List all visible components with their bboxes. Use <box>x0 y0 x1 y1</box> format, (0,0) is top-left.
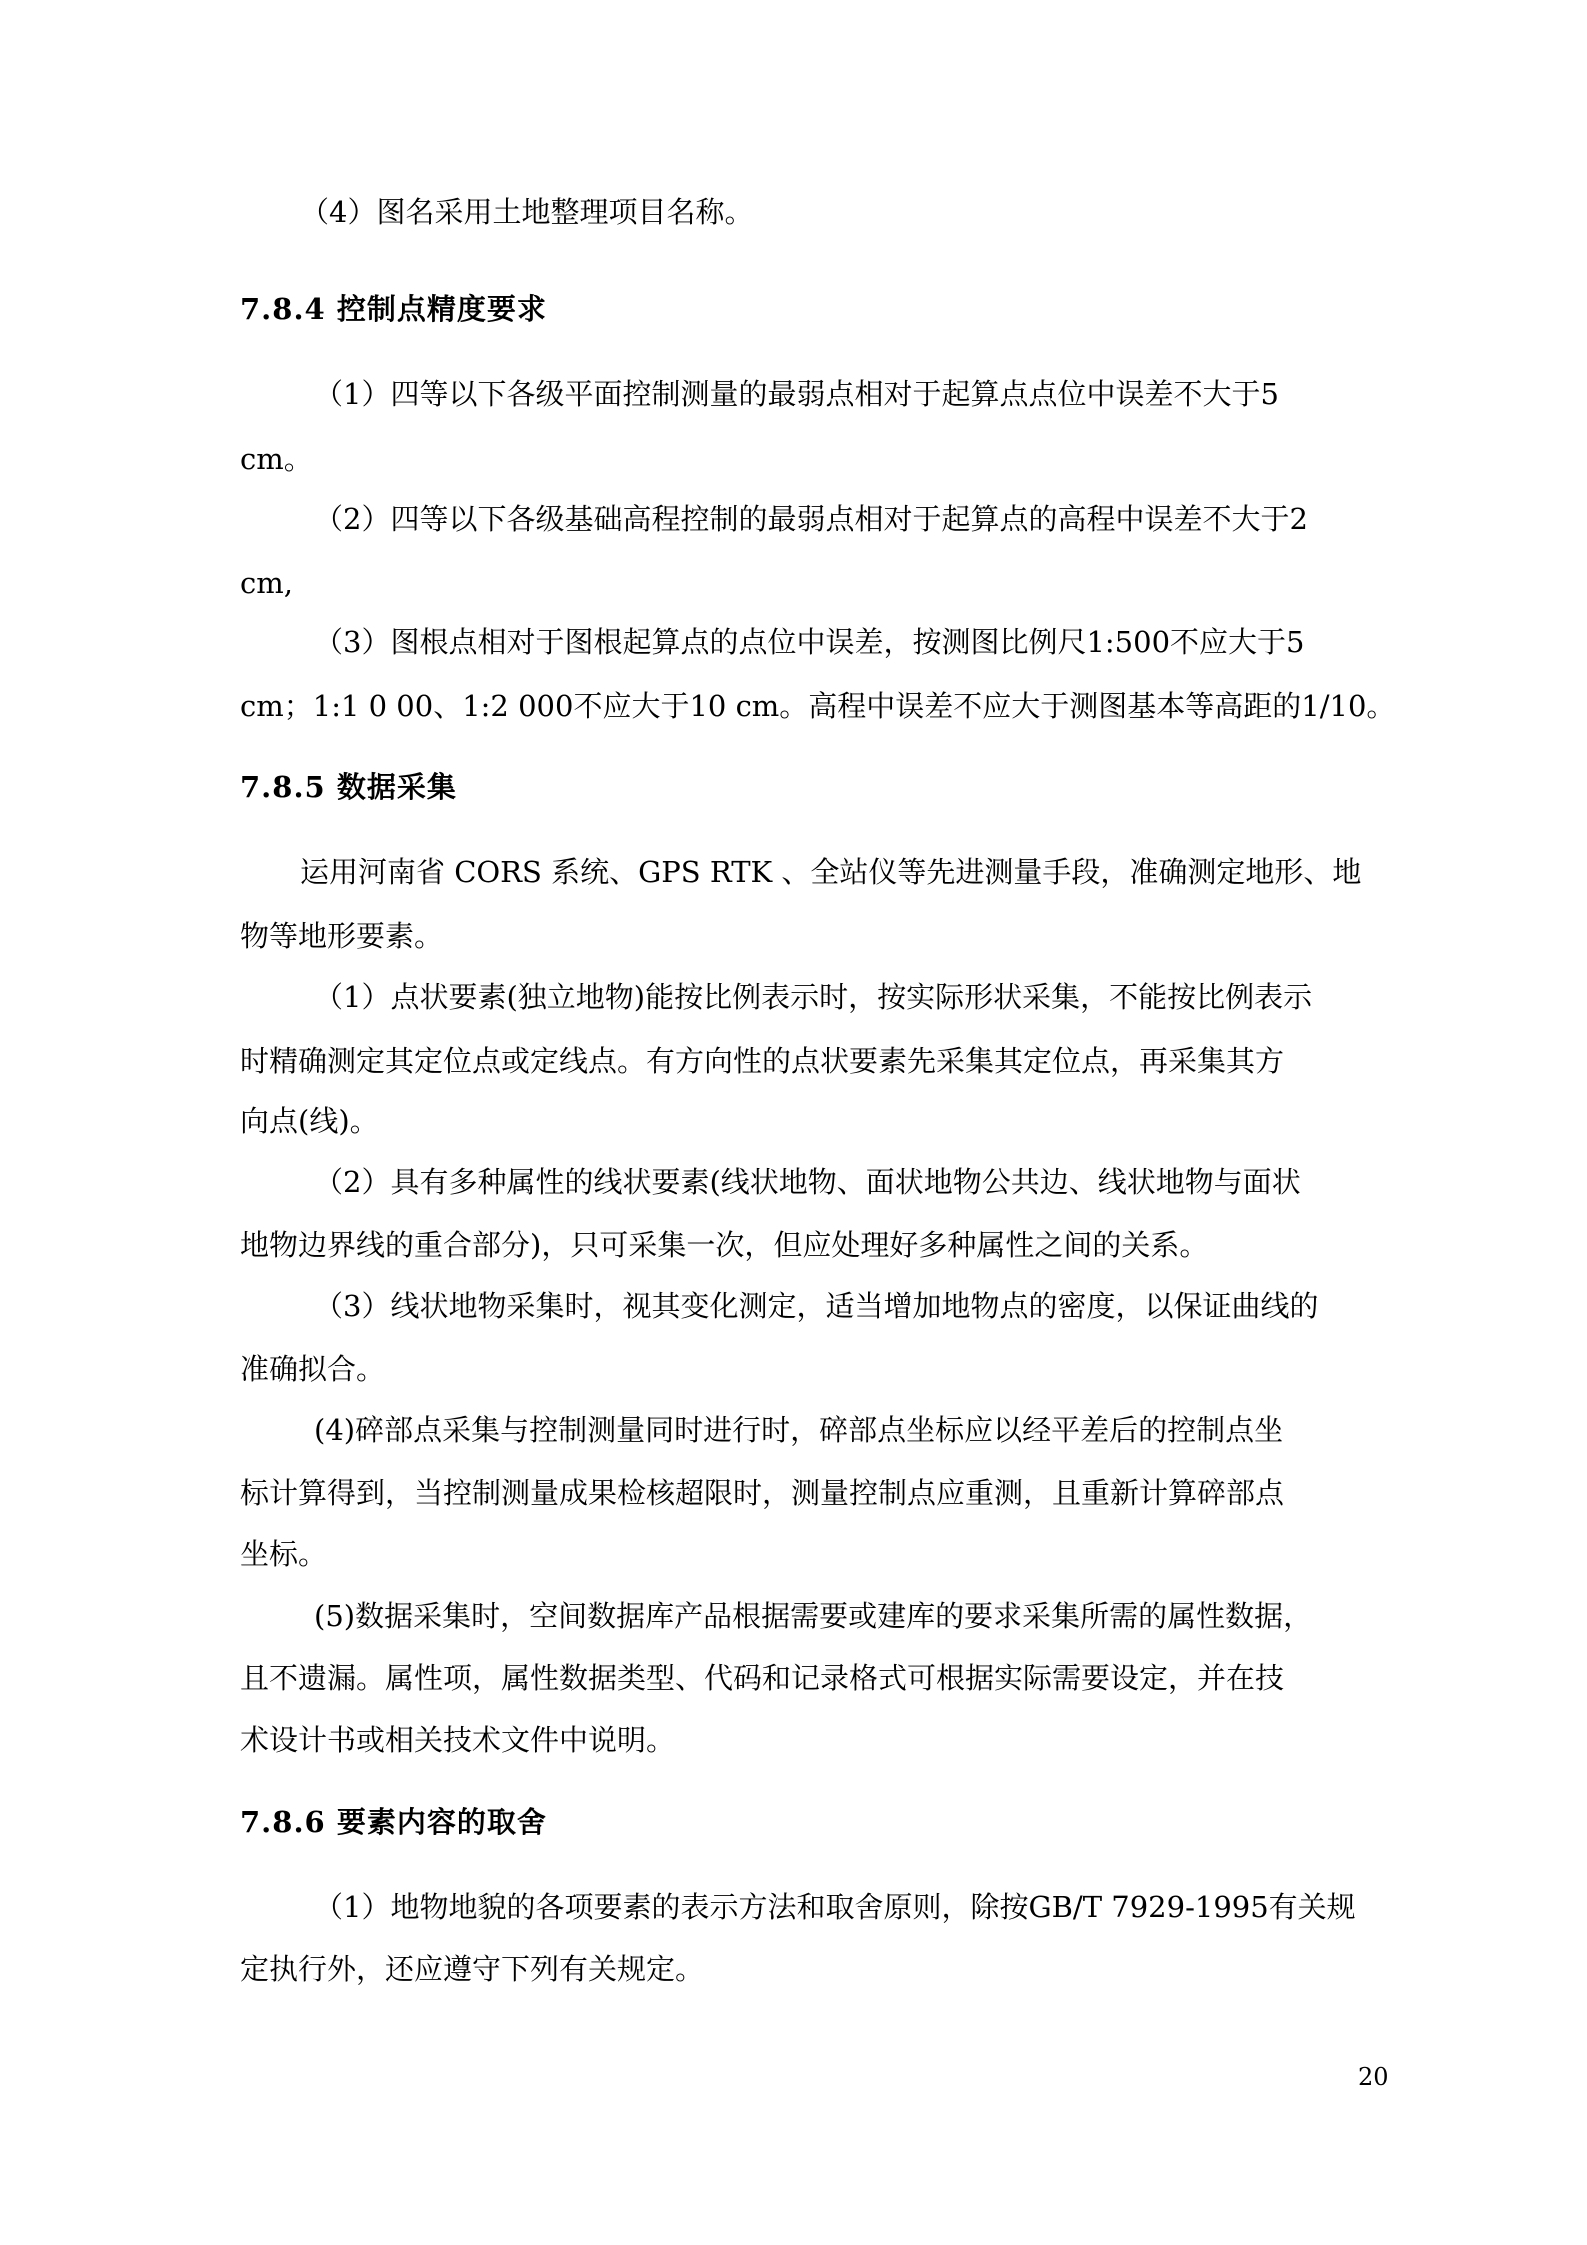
section-784-heading: 7.8.4 控制点精度要求 <box>240 292 547 326</box>
section-785-p3-line2: 准确拟合。 <box>240 1352 386 1386</box>
page-number: 20 <box>1358 2063 1389 2091</box>
section-785-p1-line3: 向点(线)。 <box>240 1104 379 1138</box>
section-784-p3-line1: （3）图根点相对于图根起算点的点位中误差，按测图比例尺1:500不应大于5 <box>314 625 1305 659</box>
section-785-intro-line1: 运用河南省 CORS 系统、GPS RTK 、全站仪等先进测量手段，准确测定地形、地 <box>300 855 1362 889</box>
section-785-p4-line3: 坐标。 <box>240 1537 328 1571</box>
section-785-p5-line2: 且不遗漏。属性项，属性数据类型、代码和记录格式可根据实际需要设定，并在技 <box>240 1661 1285 1695</box>
section-785-p3-line1: （3）线状地物采集时，视其变化测定，适当增加地物点的密度，以保证曲线的 <box>314 1289 1319 1323</box>
item-4-title: （4）图名采用土地整理项目名称。 <box>300 195 754 229</box>
section-786-p1-line1: （1）地物地貌的各项要素的表示方法和取舍原则，除按GB/T 7929-1995有关规 <box>314 1890 1356 1924</box>
section-785-p2-line2: 地物边界线的重合部分)，只可采集一次，但应处理好多种属性之间的关系。 <box>240 1228 1209 1262</box>
section-784-p2-line2: cm, <box>240 566 293 600</box>
section-785-p1-line1: （1）点状要素(独立地物)能按比例表示时，按实际形状采集，不能按比例表示 <box>314 980 1313 1014</box>
section-785-p4-line1: (4)碎部点采集与控制测量同时进行时，碎部点坐标应以经平差后的控制点坐 <box>314 1413 1284 1447</box>
section-785-p5-line3: 术设计书或相关技术文件中说明。 <box>240 1723 676 1757</box>
section-785-heading: 7.8.5 数据采集 <box>240 770 457 804</box>
section-784-p3-line2: cm；1:1 0 00、1:2 000不应大于10 cm。高程中误差不应大于测图基本等高距的1/10。 <box>240 689 1396 723</box>
section-784-p1-line2: cm。 <box>240 442 313 476</box>
section-785-p2-line1: （2）具有多种属性的线状要素(线状地物、面状地物公共边、线状地物与面状 <box>314 1165 1301 1199</box>
section-784-p1-line1: （1）四等以下各级平面控制测量的最弱点相对于起算点点位中误差不大于5 <box>314 377 1279 411</box>
section-785-p5-line1: (5)数据采集时，空间数据库产品根据需要或建库的要求采集所需的属性数据， <box>314 1599 1313 1633</box>
section-786-p1-line2: 定执行外，还应遵守下列有关规定。 <box>240 1952 705 1986</box>
section-785-p4-line2: 标计算得到，当控制测量成果检核超限时，测量控制点应重测，且重新计算碎部点 <box>240 1476 1285 1510</box>
section-785-intro-line2: 物等地形要素。 <box>240 919 444 953</box>
section-784-p2-line1: （2）四等以下各级基础高程控制的最弱点相对于起算点的高程中误差不大于2 <box>314 502 1308 536</box>
section-785-p1-line2: 时精确测定其定位点或定线点。有方向性的点状要素先采集其定位点，再采集其方 <box>240 1044 1285 1078</box>
section-786-heading: 7.8.6 要素内容的取舍 <box>240 1805 547 1839</box>
